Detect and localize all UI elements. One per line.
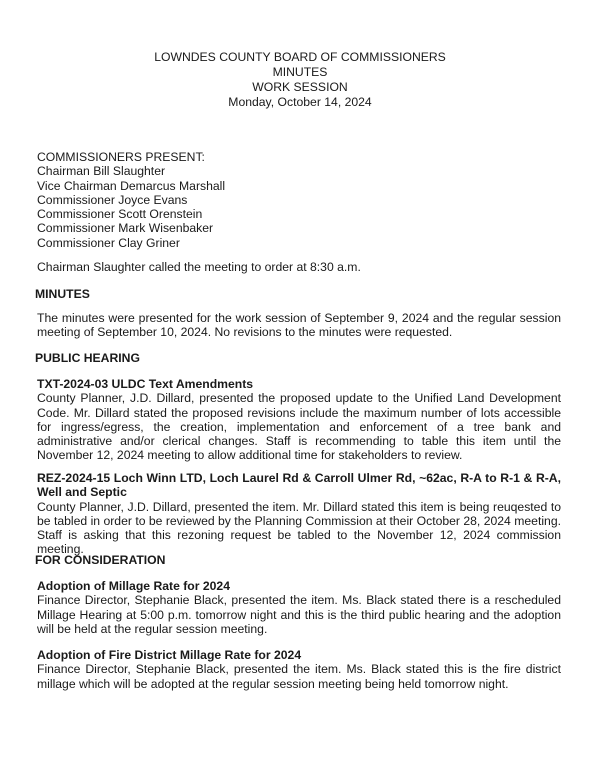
attendee: Commissioner Joyce Evans [37, 192, 188, 207]
agenda-item-title: Adoption of Millage Rate for 2024 [37, 579, 230, 593]
attendee: Commissioner Clay Griner [37, 235, 180, 250]
agenda-item-title: REZ-2024-15 Loch Winn LTD, Loch Laurel Rd & Carroll Ulmer Rd, ~62ac, R-A to R-1 & R-A, Well and Septic [37, 471, 561, 500]
agenda-item-title: Adoption of Fire District Millage Rate for 2024 [37, 648, 302, 662]
agenda-item-rez-2024-15 [37, 471, 561, 557]
section-title-for-consideration: FOR CONSIDERATION [35, 553, 166, 567]
agenda-item-title: TXT-2024-03 ULDC Text Amendments [37, 377, 254, 391]
minutes-paragraph: The minutes were presented for the work session of September 9, 2024 and the regular session meeting of September 10, 2024. No revisions to the minutes were requested. [37, 311, 561, 340]
header-session-type: WORK SESSION [252, 80, 348, 94]
attendance-title: COMMISSIONERS PRESENT: [37, 150, 205, 164]
document-header [0, 50, 600, 110]
agenda-item-body: Finance Director, Stephanie Black, presented the item. Ms. Black stated there is a rescheduled Millage Hearing at 5:00 p.m. tomorrow night and this is the third public hearing and the adoption will be held at the regular session meeting. [37, 593, 561, 636]
section-title-public-hearing: PUBLIC HEARING [35, 351, 140, 365]
attendance-list [37, 150, 561, 250]
header-organization: LOWNDES COUNTY BOARD OF COMMISSIONERS [154, 50, 446, 64]
header-doc-type: MINUTES [272, 65, 328, 79]
attendee: Commissioner Scott Orenstein [37, 207, 203, 222]
attendee: Vice Chairman Demarcus Marshall [37, 178, 226, 193]
attendee: Commissioner Mark Wisenbaker [37, 221, 214, 236]
agenda-item-body: Finance Director, Stephanie Black, presented the item. Ms. Black stated this is the fire district millage which will be adopted at the regular session meeting being held tomorrow night. [37, 662, 561, 691]
header-date: Monday, October 14, 2024 [228, 95, 372, 109]
agenda-item-millage-rate [37, 579, 561, 636]
agenda-item-txt-2024-03 [37, 377, 561, 463]
agenda-item-body: County Planner, J.D. Dillard, presented the item. Mr. Dillard stated this item is being reuqested to be tabled in order to be reviewed by the Planning Commission at their October 28, 2024 meeting. Staff is asking that this rezoning request be tabled to the November 12, 2024 commission meeting. [37, 499, 561, 557]
agenda-item-fire-district-millage [37, 648, 561, 691]
section-title-minutes: MINUTES [35, 287, 90, 301]
attendee: Chairman Bill Slaughter [37, 164, 166, 179]
agenda-item-body: County Planner, J.D. Dillard, presented the proposed update to the Unified Land Development Code. Mr. Dillard stated the proposed revisions include the maximum number of lots accessible for ingress/egress, the creation, implementation and enforcement of a tree bank and administrative and/or clerical changes. Staff is recommending to table this item until the November 12, 2024 meeting to allow additional time for stakeholders to review. [37, 391, 561, 463]
call-to-order: Chairman Slaughter called the meeting to order at 8:30 a.m. [37, 260, 361, 274]
